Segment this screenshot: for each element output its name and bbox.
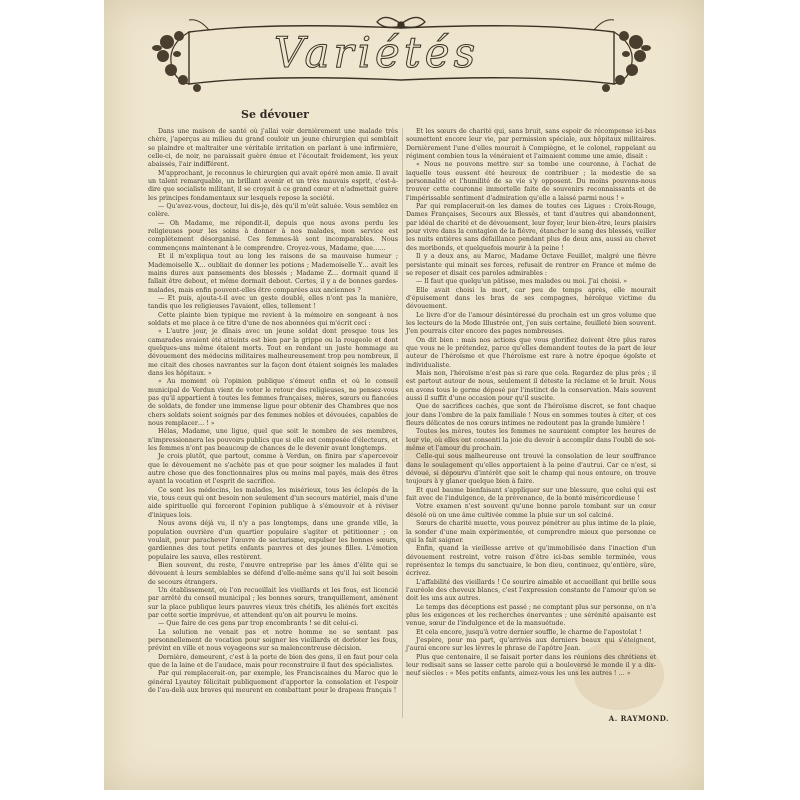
article-title: Se dévouer xyxy=(241,108,309,121)
paragraph: Il y a deux ans, au Maroc, Madame Octave Feuillet, malgré une fièvre persistante qui minait ses forces, refusait de rentrer en France et même de se reposer et disait ces paroles admirables : xyxy=(406,253,656,277)
paragraph: La solution ne venait pas et notre homme ne se sentant pas personnellement de vocation pour soigner les vieillards et dorloter les fous, prévint en ville et nous voyageons sur sa malencontreuse décision. xyxy=(148,628,398,653)
paragraph: « L'autre jour, je dînais avec un jeune soldat dont presque tous les camarades avaient été atteints est bien par la grippe ou la rougeole et dont quelques-uns même étaient morts. Tout en rendant un juste hommage au dévouement des médecins militaires malheureusement trop peu nombreux, il me citait des choses navrantes sur la façon dont étaient soignés les malades dans les hôpitaux. » xyxy=(148,328,398,377)
paragraph: — Il faut que quelqu'un pâtisse, mes malades ou moi. J'ai choisi. » xyxy=(416,278,628,286)
paragraph: « Au moment où l'opinion publique s'émeut enfin et où le conseil municipal de Verdun vient de voter le retour des religieuses, ne pensez-vous pas qu'il appartient à toutes les femmes françaises, mères, sœurs ou fiancées de soldats, de fonder une immense ligue pour obtenir des Chambres que nos chers soldats soient soignés par des femmes nobles et dévouées, capables de nous remplacer… ! » xyxy=(148,378,398,428)
paragraph: J'espère, pour ma part, qu'arrivés aux derniers beaux qui s'éteignent, j'aurai encore sur les lèvres le phrase de l'apôtre Jean. xyxy=(406,636,656,653)
paragraph: M'approchant, je reconnus le chirurgien qui avait opéré mon amie. Il avait un talent remarquable, un brillant avenir et un très mauvais esprit, c'est-à-dire que socialiste militant, il se croyait à ce grand cœur et n'admettait guère les principes fondamentaux sur lesquels repose la société. xyxy=(148,169,398,202)
paragraph: Enfin, quand la vieillesse arrive et qu'immobilisée dans l'inaction d'un dévouement restreint, votre raison d'être ici-bas semble terminée, vous représentez le temps du sanctuaire, le bon dieu, continuez, qu'entière, sûre, écrivez. xyxy=(406,545,656,578)
paragraph: — Oh Madame, me répondit-il, depuis que nous avons perdu les religieuses pour les soins à donner à nos malades, mon service est complètement désorganisé. Ces femmes-là sont incomparables. Nous commençons maintenant à le comprendre. Croyez-vous, Madame, que…… xyxy=(148,219,398,252)
paragraph: L'affabilité des vieillards ! Ce sourire aimable et accueillant qui brille sous l'auréole des cheveux blancs, c'est l'expression constante de l'amour qu'on se doit les uns aux autres. xyxy=(406,578,656,603)
bow-icon xyxy=(377,17,425,28)
column-divider xyxy=(402,128,403,718)
paragraph: — Que faire de ces gens par trop encombrants ! se dit celui-ci. xyxy=(158,620,359,628)
paragraph: Sœurs de charité muette, vous pouvez pénétrer au plus intime de la plaie, la sonder d'une main expérimentée, et comprendre mieux que personne ce qui la fait saigner. xyxy=(406,520,656,544)
paragraph: Le livre d'or de l'amour désintéressé du prochain est un gros volume que les lecteurs de la Mode Illustrée ont, j'en suis certaine, feuilleté bien souvent. J'en pourrais citer encore des pages nombreuses. xyxy=(406,311,656,336)
paragraph: Dans une maison de santé où j'allai voir dernièrement une malade très chère, j'aperçus au milieu du grand couloir un jeune chirurgien qui semblait se plaindre et maltraiter une véritable irritation en parlant à une infirmière, celle-ci, de noir, ne paraissait guère émue et l'écoutait froidement, les yeux abaissés, l'air indifférent. xyxy=(148,128,398,169)
author-signature: A. RAYMOND. xyxy=(608,714,669,723)
paragraph: Le temps des déceptions est passé ; ne comptant plus sur personne, on n'a plus les exigences et les recherches énervantes ; une sérénité apaisante est venue, sœur de l'indulgence et de la mansuétude. xyxy=(406,603,656,628)
paragraph: Bien souvent, du reste, l'œuvre entreprise par les âmes d'élite qui se dévouent à leurs semblables se défend d'elle-même sans qu'il lui soit besoin de secours étrangers. xyxy=(148,561,398,586)
paragraph: Nous avons déjà vu, il n'y a pas longtemps, dans une grande ville, la population ouvrière d'un quartier populaire s'agiter et pétitionner ; on voulait, pour parachever l'œuvre de sectarisme, expulser les bonnes sœurs, gardiennes des tout petits enfants pauvres et des jeunes filles. L'émotion populaire les sauva, elles restèrent. xyxy=(148,520,398,561)
paragraph: Mais non, l'héroïsme n'est pas si rare que cela. Regardez de plus près ; il est partout autour de nous, seulement il déteste la réclame et le bruit. Nous en avons tous le germe déposé par l'instinct de la conservation. Mais souvent aussi il suffit d'une occasion pour qu'il suscite. xyxy=(406,369,656,402)
left-column xyxy=(148,128,398,695)
paragraph: Que de sacrifices cachés, que sont de l'héroïsme discret, se font chaque jour dans l'ombre de la paix familiale ! Nous en sommes toutes à citer, et ces fleurs délicates de nos cœurs intimes ne redoutent pas la grande lumière ! xyxy=(406,403,656,428)
newspaper-page xyxy=(104,0,704,790)
paragraph: Cette plainte bien typique me revient à la mémoire en songeant à nos soldats et me place à ce titre d'une de nos abonnées qui m'écrit ceci : xyxy=(148,311,398,327)
paragraph: Et quel baume bienfaisant s'appliquer sur une blessure, que celui qui est fait avec de l'indulgence, de la prévenance, de la bonté miséricordieuse ! xyxy=(406,486,656,503)
ribbon-tail-left xyxy=(189,20,209,30)
right-column xyxy=(406,128,656,679)
paragraph: Et cela encore, jusqu'à votre dernier souffle, le charme de l'apostolat ! xyxy=(416,628,642,636)
paragraph: — Qu'avez-vous, docteur, lui dis-je, dès qu'il m'eût saluée. Vous semblez en colère. xyxy=(148,203,398,219)
paragraph: Plus que centenaire, il se faisait porter dans les réunions des chrétiens et leur redisait sans se lasser cette parole qui a bouleversé le monde il y a dix-neuf siècles : « Mes petits enfants, aimez-vous les uns les autres ! … » xyxy=(406,653,656,678)
paragraph: Celle-qui sous malheureuse ont trouvé la consolation de leur souffrance dans le soulagement qu'elles apportaient à la peine d'autrui. Car ce n'est, si dévoué, si dépourvu d'intérêt que soit le champ qui nous entoure, on trouve toujours à y glaner quelque bien à faire. xyxy=(406,453,656,486)
paragraph: Hélas, Madame, une ligue, quel que soit le nombre de ses membres, n'impressionnera les pouvoirs publics que si elle est composée d'électeurs, et les femmes n'ont pas beaucoup de chances de le devenir avant longtemps. xyxy=(148,428,398,453)
paragraph: Et les sœurs de charité qui, sans bruit, sans espoir de récompense ici-bas soumettent encore leur vie, par permission spéciale, aux hôpitaux militaires. Dernièrement l'une d'elles mourait à Compiègne, et le colonel, rappelant au régiment combien tous la vénéraient et l'aimaient comme une amie, disait : xyxy=(406,128,656,161)
paragraph: Dernière, demeurent, c'est à la porte de bien des gens, il en faut pour cela que de la laine et de l'audace, mais pour reconstruire il faut des spécialistes. xyxy=(148,653,398,669)
paragraph: Toutes les mères, toutes les femmes ne sauraient compter les heures de leur vie, où elles ont consenti la joie du devoir à accomplir dans l'oubli de soi-même et l'amour du prochain. xyxy=(406,428,656,453)
paragraph: Ce sont les médecins, les malades, les misérieux, tous les éclopés de la vie, tous ceux qui ont besoin non seulement d'un secours matériel, mais d'une aide spirituelle qui forceront l'opinion publique à s'émouvoir et à réviser d'iniques lois. xyxy=(148,486,398,519)
paragraph: Votre examen n'est souvent qu'une bonne parole tombant sur un cœur désolé où on une âme cultivée comme la pluie sur un sol calciné. xyxy=(406,503,656,519)
paragraph: Un établissement, où l'on recueillait les vieillards et les fous, est licencié par arrêté du conseil municipal ; les bonnes sœurs, tranquillement, amènent sur la place publique leurs pauvres vieux très chétifs, les aliénés fort excités par cette sortie imprévue, et attendent qu'on ait pourvu le moins. xyxy=(148,586,398,619)
paragraph: Et il m'expliqua tout au long les raisons de sa mauvaise humeur ; Mademoiselle X… oubliait de donner les potions ; Mademoiselle Y… avait les mains dures aux pansements des blessés ; Madame Z… dormait quand il fallait être debout, et même dormait debout. Certes, il y a de bonnes gardes-malades, mais enfin pouvent-elles être comparées aux anciennes ? xyxy=(148,253,398,294)
paragraph: Je crois plutôt, que partout, comme à Verdun, on finira par s'apercevoir que le dévouement ne s'achète pas et que pour soigner les malades il faut autre chose que des fonctionnaires plus ou moins mal payés, mais des êtres ayant la vocation et l'esprit de sacrifice. xyxy=(148,453,398,486)
section-title: Variétés xyxy=(274,28,480,77)
ribbon-tail-right xyxy=(594,20,614,30)
paragraph: Par qui remplacerait-on les dames de toutes ces Ligues : Croix-Rouge, Dames Françaises, Secours aux Blessés, et tant d'autres qui abandonnent, par idéal de charité et de dévouement, leur foyer, leur bien-être, leurs plaisirs pour vivre dans la contagion de la fièvre, étancher le sang des blessés, veiller les nuits entières sans défaillance pendant plus de deux ans, aussi au chevet des moribonds, et quelquefois mourir à la peine ! xyxy=(406,203,656,252)
paragraph: — Et puis, ajouta-t-il avec un geste doublé, elles n'ont pas la manière, tandis que les religieuses l'avaient, elles, tellement ! xyxy=(148,294,398,311)
paragraph: Elle avait choisi la mort, car peu de temps après, elle mourait d'épuisement dans les bras de ses compagnes, héroïque victime du dévouement. xyxy=(406,286,656,311)
paragraph: Par qui remplacerait-on, par exemple, les Franciscaines du Maroc que le général Lyautey félicitait publiquement d'apporter la consolation et l'espoir de l'au-delà aux braves qui meurent en combattant pour le drapeau français ! xyxy=(148,670,398,695)
paragraph: « Nous ne pouvons mettre sur sa tombe une couronne, à l'achat de laquelle tous eussent été heureux de contribuer ; la modestie de sa personnalité et l'humilité de sa vie s'y opposent. Du moins pouvons-nous trouver cette couronne immortelle faite de souvenirs reconnaissants et de l'impérissable sentiment d'admiration qu'elle a laissé parmi nous ! » xyxy=(406,161,656,202)
paragraph: On dit bien : mais nos actions que vous glorifiez doivent être plus rares que vous ne le prétendez, parce qu'elles demandent toutes de la part de leur auteur de l'héroïsme et que l'héroïsme est rare à notre époque égoïste et individualiste. xyxy=(406,336,656,369)
